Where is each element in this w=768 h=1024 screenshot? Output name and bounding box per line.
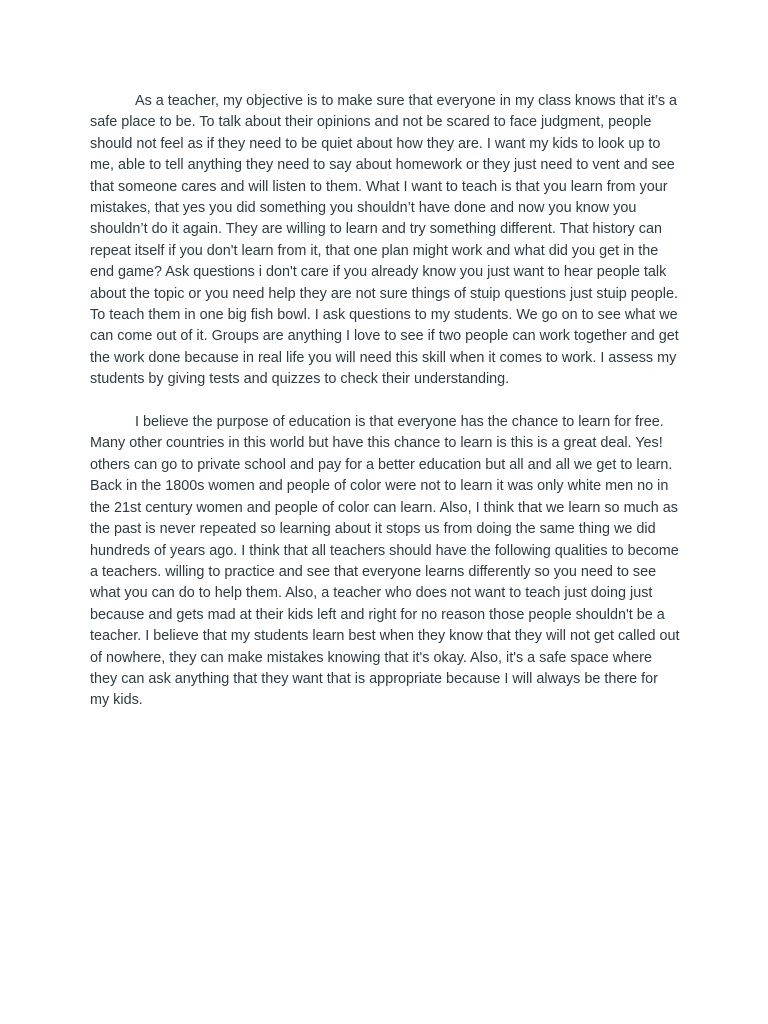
paragraph-teaching-objective: As a teacher, my objective is to make sure that everyone in my class knows that it’s a safe place to be. To talk about their opinions and not be scared to face judgment, people should not feel as if they need to be quiet about how they are. I want my kids to look up to me, able to tell anything they need to say about homework or they just need to vent and see that someone cares and will listen to them. What I want to teach is that you learn from your mistakes, that yes you did something you shouldn’t have done and now you know you shouldn’t do it again. They are willing to learn and try something different. That history can repeat itself if you don't learn from it, that one plan might work and what did you get in the end game? Ask questions i don't care if you already know you just want to hear people talk about the topic or you need help they are not sure things of stuip questions just stuip people. To teach them in one big fish bowl. I ask questions to my students. We go on to see what we can come out of it. Groups are anything I love to see if two people can work together and get the work done because in real life you will need this skill when it comes to work. I assess my students by giving tests and quizzes to check their understanding. (90, 93, 679, 388)
paragraph-purpose-of-education: I believe the purpose of education is that everyone has the chance to learn for free. Many other countries in this world but have this chance to learn is this is a great deal. Yes! others can go to private school and pay for a better education but all and all we get to learn. Back in the 1800s women and people of color were not to learn it was only white men no in the 21st century women and people of color can learn. Also, I think that we learn so much as the past is never repeated so learning about it stops us from doing the same thing we did hundreds of years ago. I think that all teachers should have the following qualities to become a teachers. willing to practice and see that everyone learns differently so you need to see what you can do to help them. Also, a teacher who does not want to teach just doing just because and gets mad at their kids left and right for no reason those people shouldn't be a teacher. I believe that my students learn best when they know that they will not get called out of nowhere, they can make mistakes knowing that it's okay. Also, it's a safe space where they can ask anything that they want that is appropriate because I will always be there for my kids. (90, 414, 680, 709)
document-body (90, 91, 680, 712)
